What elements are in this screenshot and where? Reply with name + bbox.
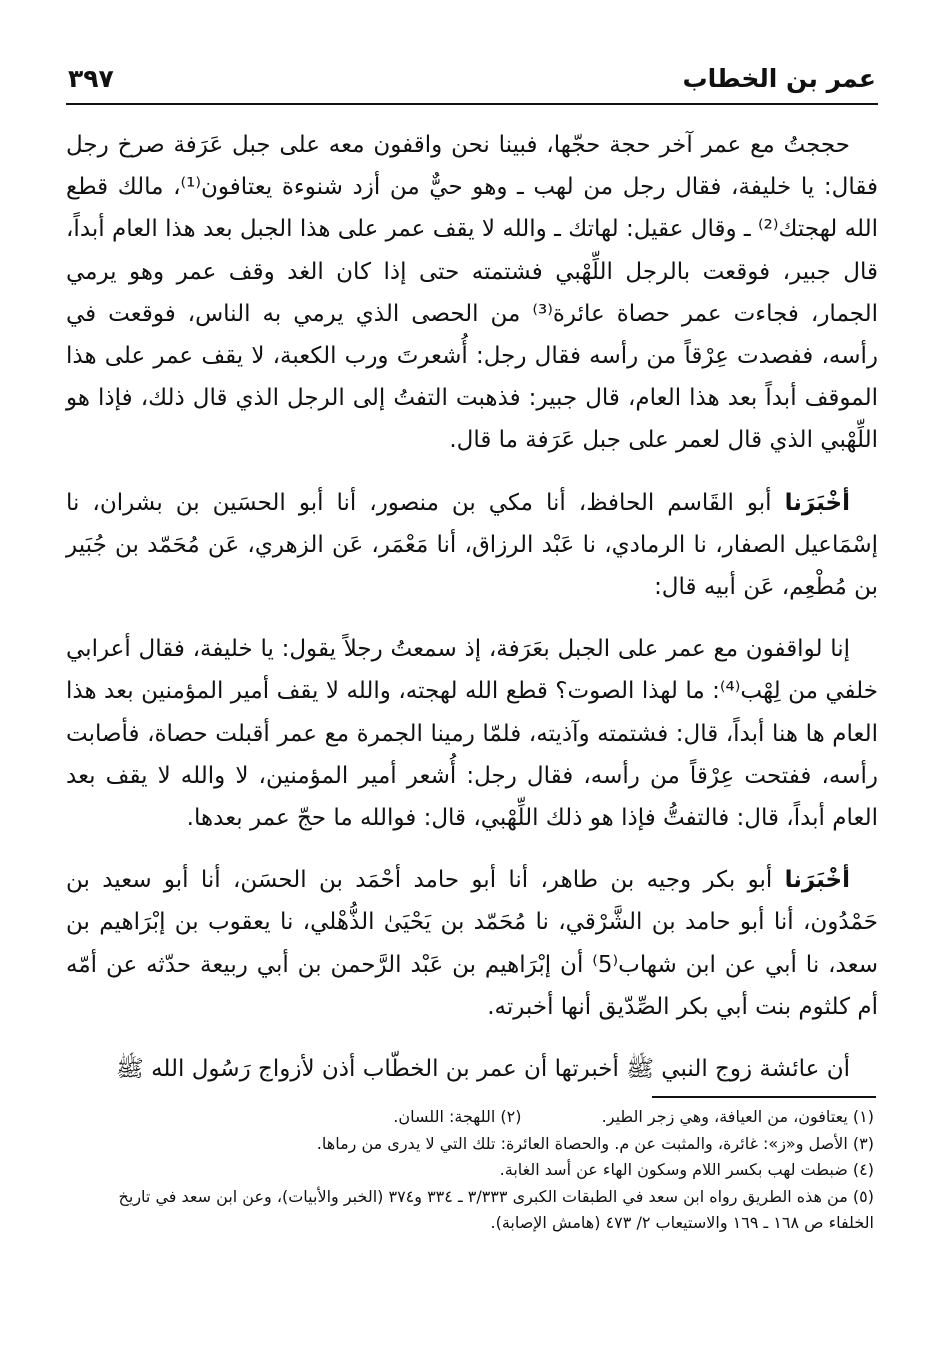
paragraph-2 [66, 482, 878, 609]
header-rule [66, 103, 878, 105]
footnote-number: (٤) [852, 1160, 874, 1179]
paragraph-5 [66, 1048, 878, 1090]
footnote-row-4 [70, 1157, 874, 1184]
footnote-separator [652, 1096, 876, 1098]
paragraph-lead: أخْبَرَنا [784, 867, 850, 894]
paragraph-text: أبو القَاسم الحافظ، أنا مكي بن منصور، أنا أبو الحسَين بن بشران، نا إسْمَاعيل الصفار، نا الرمادي، نا عَبْد الرزاق، أنا مَعْمَر، عَن الزهري، عَن مُحَمّد بن جُبَير بن مُطْعِم، عَن أبيه قال: [66, 489, 878, 601]
paragraph-text: إنا لواقفون مع عمر على الجبل بعَرَفة، إذ سمعتُ رجلاً يقول: يا خليفة، فقال أعرابي خلفي من لِهْب⁽⁴⁾: ما لهذا الصوت؟ قطع الله لهجته، والله لا يقف أمير المؤمنين بعد هذا العام ها هنا أبداً، قال: فشتمته وآذيته، فلمّا رمينا الجمرة مع عمر أقبلت حصاة، فأصابت رأسه، ففتحت عِرْقاً من رأسه، فقال رجل: أُشعر أمير المؤمنين، لا والله لا يقف بعد العام أبداً، قال: فالتفتُّ فإذا هو ذلك اللِّهْبي، قال: فوالله ما حجّ عمر بعدها. [66, 636, 878, 832]
paragraph-text: أبو بكر وجيه بن طاهر، أنا أبو حامد أحْمَد بن الحسَن، أنا أبو سعيد بن حَمْدُون، أنا أبو حامد بن الشَّرْقي، نا مُحَمّد بن يَحْيَىٰ الذُّهْلي، نا يعقوب بن إبْرَاهيم بن سعد، نا أبي عن ابن شهاب⁽5⁾ أن إبْرَاهيم بن عَبْد الرَّحمن بن أبي ربيعة حدّثه عن أمّه أم كلثوم بنت أبي بكر الصِّدّيق أنها أخبرته. [66, 867, 878, 1020]
footnote-3: الأصل و«ز»: غائرة، والمثبت عن م. والحصاة العائرة: تلك التي لا يدرى من رماها. [316, 1133, 848, 1153]
footnote-row-1-2 [70, 1104, 874, 1131]
footnote-5: من هذه الطريق رواه ابن سعد في الطبقات الكبرى ٣/٣٣٣ ـ ٣٣٤ و٣٧٤ (الخبر والأبيات)، وعن ابن سعد في تاريخ الخلفاء ص ١٦٨ ـ ١٦٩ والاستيعاب ٢/ ٤٧٣ (هامش الإصابة). [118, 1186, 874, 1232]
footnote-number: (٥) [852, 1186, 874, 1206]
paragraph-3 [66, 628, 878, 839]
footnote-row-5 [70, 1184, 874, 1237]
footnote-4: ضبطت لهب بكسر اللام وسكون الهاء عن أسد الغابة. [499, 1160, 848, 1179]
footnote-number: (١) [852, 1107, 874, 1126]
footnote-number: (٢) [500, 1107, 522, 1126]
paragraph-4 [66, 859, 878, 1028]
page-number: ٣٩٧ [68, 64, 114, 93]
paragraph-text: أن عائشة زوج النبي ﷺ أخبرتها أن عمر بن الخطّاب أذن لأزواج رَسُول الله ﷺ [115, 1056, 850, 1083]
running-title: عمر بن الخطاب [682, 64, 876, 93]
footnote-1: يعتافون، من العيافة، وهي زجر الطير. [601, 1107, 848, 1126]
footnotes [70, 1104, 874, 1237]
paragraph-text: حججتُ مع عمر آخر حجة حجّها، فبينا نحن واقفون معه على جبل عَرَفة صرخ رجل فقال: يا خليفة، فقال رجل من لهب ـ وهو حيٌّ من أزد شنوءة يعتافون⁽¹⁾، مالك قطع الله لهجتك⁽²⁾ ـ وقال عقيل: لهاتك ـ والله لا يقف عمر على هذا الجبل بعد هذا العام أبداً، قال جبير، فوقعت بالرجل اللِّهْبي فشتمته حتى إذا كان الغد وقف عمر وهو يرمي الجمار، فجاءت عمر حصاة عائرة⁽³⁾ من الحصى الذي يرمي به الناس، فوقعت في رأسه، ففصدت عِرْقاً من رأسه فقال رجل: أُشعرتَ ورب الكعبة، لا يقف عمر على هذا الموقف أبداً بعد هذا العام، قال جبير: فذهبت التفتُ إلى الرجل الذي قال ذلك، فإذا هو اللِّهْبي الذي قال لعمر على جبل عَرَفة ما قال. [66, 132, 878, 454]
main-text [66, 124, 878, 1110]
footnote-2: اللهجة: اللسان. [393, 1107, 496, 1126]
paragraph-1 [66, 124, 878, 462]
paragraph-lead: أخْبَرَنا [784, 489, 850, 516]
footnote-row-3 [70, 1131, 874, 1158]
footnote-number: (٣) [852, 1133, 874, 1153]
page-header [68, 58, 876, 102]
